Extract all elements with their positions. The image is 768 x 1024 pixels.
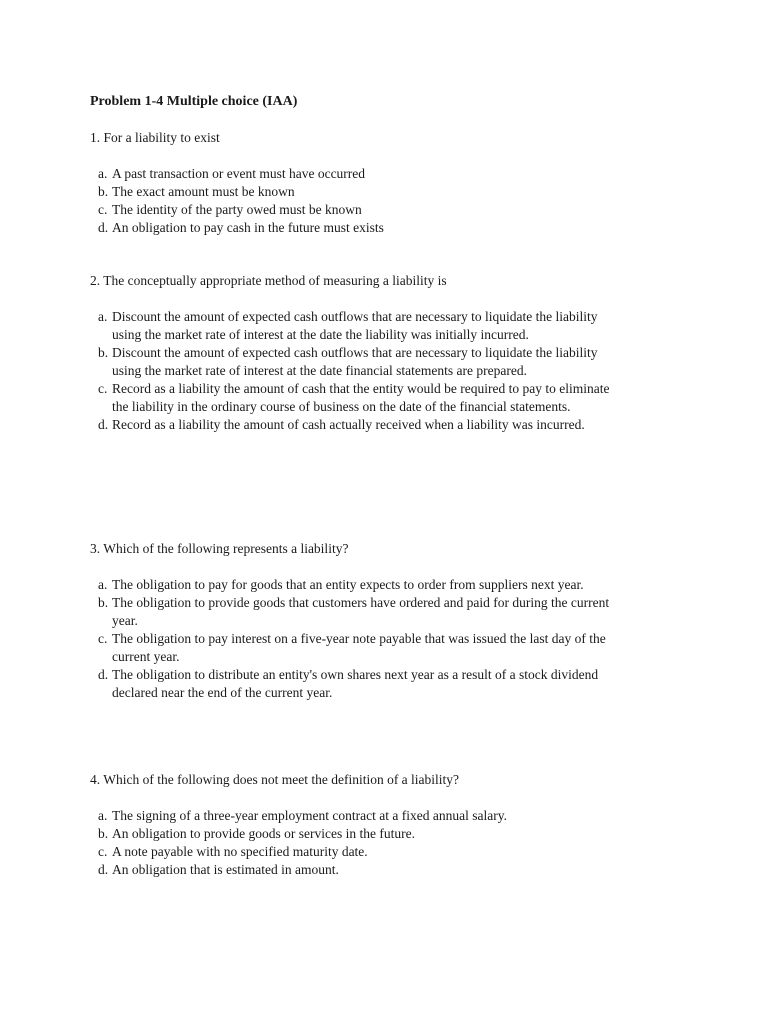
option-letter: b. [98, 826, 109, 841]
option-c [90, 843, 630, 861]
option-text: The obligation to pay for goods that an entity expects to order from suppliers next year. [112, 577, 584, 592]
option-a [90, 807, 630, 825]
option-letter: c. [98, 202, 108, 217]
option-a [90, 308, 630, 344]
option-letter: d. [98, 862, 109, 877]
option-text: The obligation to provide goods that customers have ordered and paid for during the current year. [112, 595, 610, 628]
option-letter: a. [98, 309, 108, 324]
option-text: An obligation to pay cash in the future must exists [112, 220, 384, 235]
option-text: The exact amount must be known [112, 184, 295, 199]
options-list [90, 807, 630, 879]
option-d [90, 416, 630, 434]
option-text: A note payable with no specified maturity date. [112, 844, 368, 859]
option-letter: a. [98, 577, 108, 592]
option-text: Record as a liability the amount of cash that the entity would be required to pay to eliminate the liability in the ordinary course of business on the date of the financial statements. [112, 381, 610, 414]
question-2 [90, 272, 630, 434]
document-title: Problem 1-4 Multiple choice (IAA) [90, 94, 298, 109]
option-letter: c. [98, 381, 108, 396]
option-b [90, 183, 630, 201]
options-list [90, 165, 630, 237]
option-letter: a. [98, 808, 108, 823]
option-letter: c. [98, 631, 108, 646]
question-text: 3. Which of the following represents a liability? [90, 541, 349, 556]
option-letter: c. [98, 844, 108, 859]
option-text: An obligation to provide goods or services in the future. [112, 826, 415, 841]
question-3 [90, 540, 630, 702]
option-text: The signing of a three-year employment contract at a fixed annual salary. [112, 808, 507, 823]
option-d [90, 219, 630, 237]
option-text: The identity of the party owed must be known [112, 202, 362, 217]
option-text: Discount the amount of expected cash outflows that are necessary to liquidate the liability using the market rate of interest at the date the liability was initially incurred. [112, 309, 598, 342]
option-text: A past transaction or event must have occurred [112, 166, 366, 181]
option-b [90, 344, 630, 380]
option-letter: d. [98, 417, 109, 432]
option-b [90, 594, 630, 630]
question-text: 1. For a liability to exist [90, 130, 220, 145]
option-b [90, 825, 630, 843]
option-text: An obligation that is estimated in amount. [112, 862, 339, 877]
question-4 [90, 771, 630, 879]
option-letter: b. [98, 184, 109, 199]
option-d [90, 666, 630, 702]
option-letter: d. [98, 220, 109, 235]
option-text: The obligation to distribute an entity's own shares next year as a result of a stock dividend declared near the end of the current year. [112, 667, 599, 700]
question-1 [90, 129, 630, 237]
option-letter: b. [98, 345, 109, 360]
option-text: Discount the amount of expected cash outflows that are necessary to liquidate the liability using the market rate of interest at the date financial statements are prepared. [112, 345, 598, 378]
option-text: The obligation to pay interest on a five-year note payable that was issued the last day of the current year. [112, 631, 606, 664]
option-letter: a. [98, 166, 108, 181]
option-text: Record as a liability the amount of cash actually received when a liability was incurred. [112, 417, 585, 432]
options-list [90, 308, 630, 434]
question-text: 4. Which of the following does not meet the definition of a liability? [90, 772, 460, 787]
question-text: 2. The conceptually appropriate method of measuring a liability is [90, 273, 447, 288]
option-c [90, 380, 630, 416]
option-a [90, 165, 630, 183]
option-c [90, 201, 630, 219]
options-list [90, 576, 630, 702]
option-c [90, 630, 630, 666]
option-letter: b. [98, 595, 109, 610]
option-a [90, 576, 630, 594]
option-letter: d. [98, 667, 109, 682]
option-d [90, 861, 630, 879]
